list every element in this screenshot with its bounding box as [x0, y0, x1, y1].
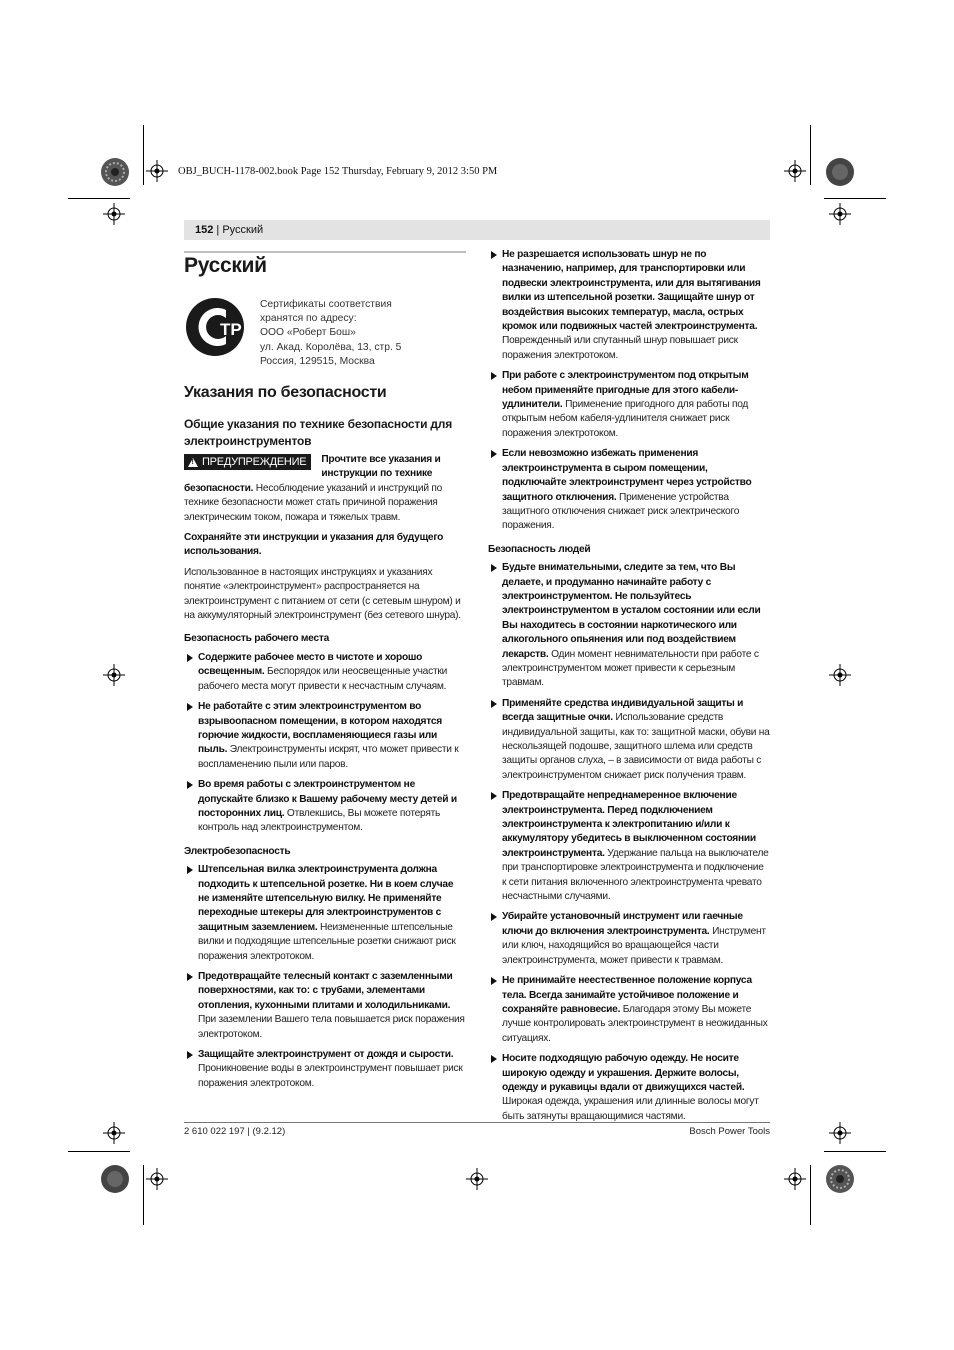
list-item: Не принимайте неестественное положение корпуса тела. Всегда занимайте устойчивое положение и сохраняйте равновесие. Благодаря этому Вы можете лучше контролировать электроинструмент в неожиданных ситуациях.	[488, 974, 770, 1046]
crop-mark	[143, 1165, 144, 1225]
crop-mark	[143, 125, 144, 185]
list-item: Применяйте средства индивидуальной защиты и всегда защитные очки. Использование средств индивидуальной защиты, как то: защитной маски, обуви на нескользящей подошве, защитного шлема или средств защиты органов слуха, – в зависимости от вида работы с электроинструментом снижает риск получения травм.	[488, 697, 770, 783]
warning-badge	[184, 454, 311, 470]
right-column	[488, 248, 770, 1130]
list-item: Предотвращайте телесный контакт с заземленными поверхностями, как то: с трубами, элементами отопления, кухонными плитами и холодильниками. При заземлении Вашего тела повышается риск поражения электротоком.	[184, 970, 466, 1042]
keep-instructions: Сохраняйте эти инструкции и указания для будущего использования.	[184, 532, 444, 558]
certificate-line: хранятся по адресу:	[260, 313, 357, 325]
electrical-title: Электробезопасность	[184, 845, 291, 857]
term-definition: Использованное в настоящих инструкциях и указаниях понятие «электроинструмент» распространяется на электроинструмент с питанием от сети (с сетевым шнуром) и на аккумуляторный электроинструмент (без сетевого шнура).	[184, 566, 461, 622]
list-item: При работе с электроинструментом под открытым небом применяйте пригодные для этого кабели-удлинители. Применение пригодного для работы под открытым небом кабеля-удлинителя снижает риск поражения электротоком.	[488, 369, 770, 441]
page-header	[195, 224, 263, 236]
personal-title: Безопасность людей	[488, 543, 591, 555]
list-item: Не работайте с этим электроинструментом во взрывоопасном помещении, в котором находятся горючие жидкости, воспламеняющиеся газы или пыль. Электроинструменты искрят, что может привести к воспламенению пыли или паров.	[184, 700, 466, 772]
page-number: 152	[195, 224, 214, 236]
registration-mark-icon	[103, 664, 125, 686]
page-title: Русский	[184, 254, 267, 277]
list-item: Убирайте установочный инструмент или гаечные ключи до включения электроинструмента. Инструмент или ключ, находящийся во вращающейся части электроинструмента, может привести к травмам.	[488, 910, 770, 968]
eac-certification-logo	[184, 296, 248, 358]
subsection-title: Общие указания по технике безопасности для электроинструментов	[184, 417, 453, 448]
registration-mark-icon	[146, 1168, 168, 1190]
certificate-line: ул. Акад. Королёва, 13, стр. 5	[260, 341, 402, 353]
list-item: Будьте внимательными, следите за тем, что Вы делаете, и продуманно начинайте работу с электроинструментом. Не пользуйтесь электроинструментом в усталом состоянии или если Вы находитесь в состоянии наркотического или алкогольного опьянения или под воздействием лекарств. Один момент невнимательности при работе с электроинструментом может привести к серьезным травмам.	[488, 561, 770, 691]
certificate-line: Россия, 129515, Москва	[260, 355, 375, 367]
logo-text: ТР	[220, 320, 242, 339]
registration-mark-icon	[146, 160, 168, 182]
footer-brand: Bosch Power Tools	[689, 1126, 770, 1137]
footer-rule	[184, 1122, 770, 1123]
list-item: Если невозможно избежать применения электроинструмента в сыром помещении, подключайте электроинструмент через устройство защитного отключения. Применение устройства защитного отключения снижает риск электрического поражения.	[488, 447, 770, 533]
warning-icon: !	[188, 458, 198, 467]
certificate-info	[260, 298, 460, 369]
registration-mark-icon	[466, 1168, 488, 1190]
warning-bold: Прочтите все указания и инструкции по технике безопасности.	[184, 454, 441, 494]
header-separator: |	[216, 224, 220, 236]
crop-mark	[68, 198, 130, 199]
registration-mark-icon	[784, 1168, 806, 1190]
list-item: Не разрешается использовать шнур не по назначению, например, для транспортировки или подвески электроинструмента, или для вытягивания вилки из штепсельной розетки. Защищайте шнур от воздействия высоких температур, масла, острых кромок или подвижных частей электроинструмента. Поврежденный или спутанный шнур повышает риск поражения электротоком.	[488, 248, 770, 363]
title-rule	[184, 251, 466, 253]
registration-mark-icon	[784, 160, 806, 182]
registration-mark-icon	[829, 203, 851, 225]
list-item: Предотвращайте непреднамеренное включение электроинструмента. Перед подключением электроинструмента к электропитанию и/или к аккумулятору убедитесь в выключенном состоянии электроинструмента. Удержание пальца на выключателе при транспортировке электроинструмента и подключение к сети питания включенного электроинструмента чревато несчастными случаями.	[488, 789, 770, 904]
color-target-icon	[825, 157, 855, 187]
list-item: Штепсельная вилка электроинструмента должна подходить к штепсельной розетке. Ни в коем случае не изменяйте штепсельную вилку. Не применяйте переходные штекеры для электроинструментов с защитным заземлением. Неизмененные штепсельные вилки и подходящие штепсельные розетки снижают риск поражения электротоком.	[184, 863, 466, 964]
list-item: Защищайте электроинструмент от дождя и сырости. Проникновение воды в электроинструмент повышает риск поражения электротоком.	[184, 1048, 466, 1091]
footer-doc-number: 2 610 022 197 | (9.2.12)	[184, 1126, 286, 1137]
warning-paragraph	[184, 453, 466, 525]
warning-text: Несоблюдение указаний и инструкций по технике безопасности может стать причиной поражения электрическим током, пожара и тяжелых травм.	[184, 482, 443, 523]
page-header-bar	[184, 220, 770, 240]
color-target-icon	[825, 1164, 855, 1194]
crop-mark	[824, 1151, 886, 1152]
left-column	[184, 453, 466, 1097]
work-area-title: Безопасность рабочего места	[184, 633, 330, 645]
warning-badge-label: ПРЕДУПРЕЖДЕНИЕ	[202, 456, 307, 468]
list-item: Содержите рабочее место в чистоте и хорошо освещенным. Беспорядок или неосвещенные участки рабочего места могут привести к несчастным случаям.	[184, 651, 466, 694]
list-item: Во время работы с электроинструментом не допускайте близко к Вашему рабочему месту детей и посторонних лиц. Отвлекшись, Вы можете потерять контроль над электроинструментом.	[184, 778, 466, 836]
crop-mark	[68, 1151, 130, 1152]
registration-mark-icon	[829, 1122, 851, 1144]
registration-mark-icon	[829, 664, 851, 686]
registration-mark-icon	[103, 203, 125, 225]
certificate-line: Сертификаты соответствия	[260, 299, 392, 310]
print-info: OBJ_BUCH-1178-002.book Page 152 Thursday, February 9, 2012 3:50 PM	[178, 166, 498, 177]
registration-mark-icon	[103, 1122, 125, 1144]
header-language: Русский	[222, 224, 264, 236]
crop-mark	[824, 198, 886, 199]
certificate-line: ООО «Роберт Бош»	[260, 327, 356, 339]
list-item: Носите подходящую рабочую одежду. Не носите широкую одежду и украшения. Держите волосы, одежду и рукавицы вдали от движущихся частей. Широкая одежда, украшения или длинные волосы могут быть затянуты вращающимися частями.	[488, 1052, 770, 1124]
crop-mark	[810, 125, 811, 185]
color-target-icon	[100, 157, 130, 187]
color-target-icon	[100, 1164, 130, 1194]
crop-mark	[810, 1165, 811, 1225]
section-title: Указания по безопасности	[184, 384, 387, 401]
